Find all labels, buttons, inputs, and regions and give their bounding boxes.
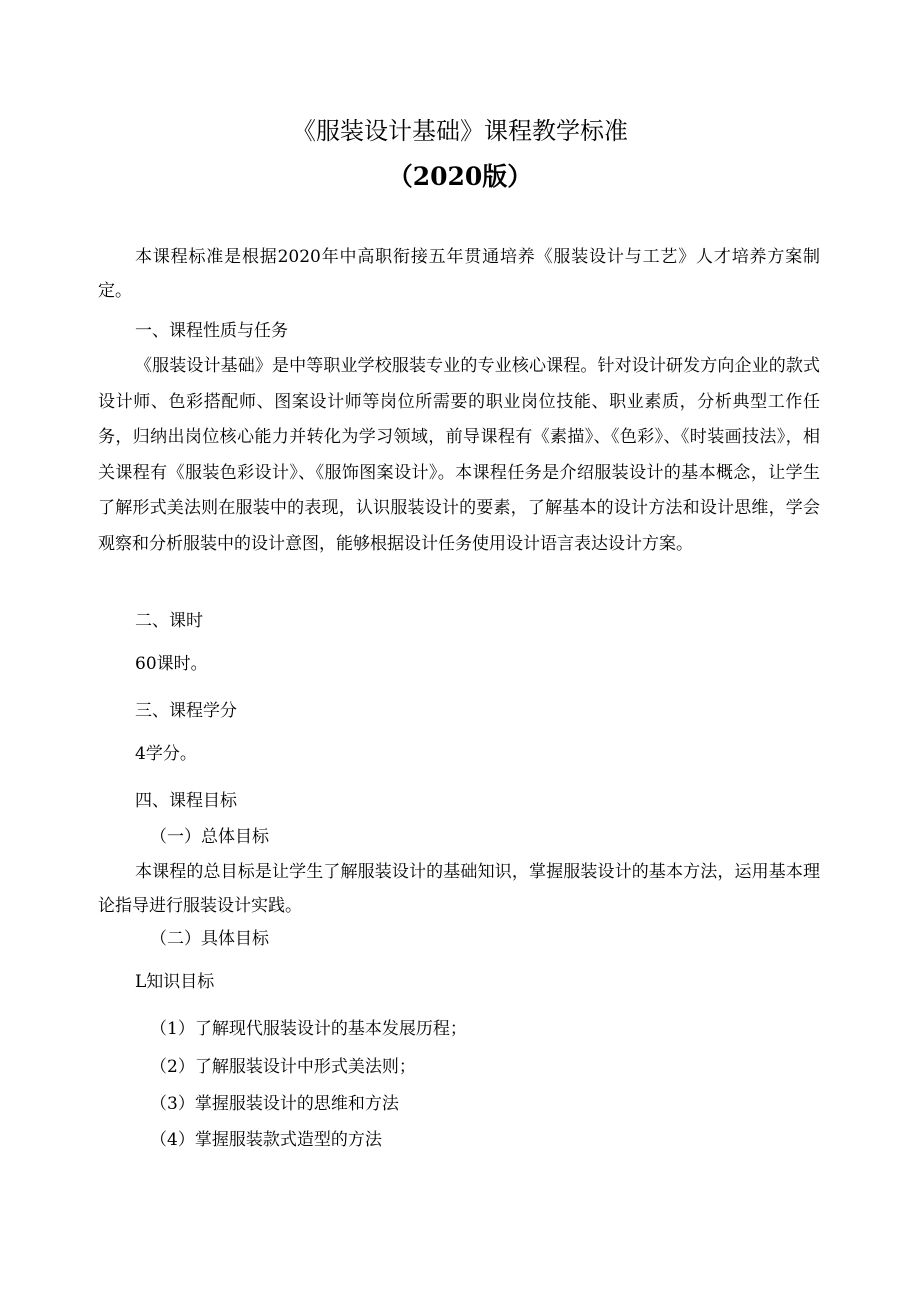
list-item: （3）掌握服装设计的思维和方法 [150, 1094, 399, 1114]
section-heading-nature: 一、课程性质与任务 [135, 321, 288, 341]
knowledge-heading: L知识目标 [135, 972, 215, 992]
section-body-nature: 《服装设计基础》是中等职业学校服装专业的专业核心课程。针对设计研发方向企业的款式设计师、色彩搭配师、图案设计师等岗位所需要的职业岗位技能、职业素质，分析典型工作任务，归纳出岗位核心能力并转化为学习领域，前导课程有《素描》、《色彩》、《时装画技法》，相关课程有《服装色彩设计》、《服饰图案设计》。本课程任务是介绍服装设计的基本概念，让学生了解形式美法则在服装中的表现，认识服装设计的要素，了解基本的设计方法和设计思维，学会观察和分析服装中的设计意图，能够根据设计任务使用设计语言表达设计方案。 [98, 356, 820, 554]
section-heading-hours: 二、课时 [135, 611, 203, 631]
section-heading-objectives: 四、课程目标 [135, 791, 237, 811]
document-edition: （2020版） [387, 162, 533, 191]
subsection-body-overall: 本课程的总目标是让学生了解服装设计的基础知识，掌握服装设计的基本方法，运用基本理论指导进行服装设计实践。 [98, 862, 820, 916]
subsection-heading-overall: （一）总体目标 [150, 827, 269, 847]
intro-paragraph: 本课程标准是根据2020年中高职衔接五年贯通培养《服装设计与工艺》人才培养方案制定。 [98, 247, 820, 301]
section-body-hours: 60课时。 [135, 654, 208, 674]
list-item: （4）掌握服装款式造型的方法 [150, 1130, 382, 1150]
section-heading-credits: 三、课程学分 [135, 701, 237, 721]
list-item: （2）了解服装设计中形式美法则； [150, 1057, 416, 1077]
section-body-credits: 4学分。 [135, 744, 197, 764]
list-item: （1）了解现代服装设计的基本发展历程； [150, 1019, 467, 1039]
subsection-heading-specific: （二）具体目标 [150, 929, 269, 949]
document-title: 《服装设计基础》课程教学标准 [292, 117, 628, 145]
